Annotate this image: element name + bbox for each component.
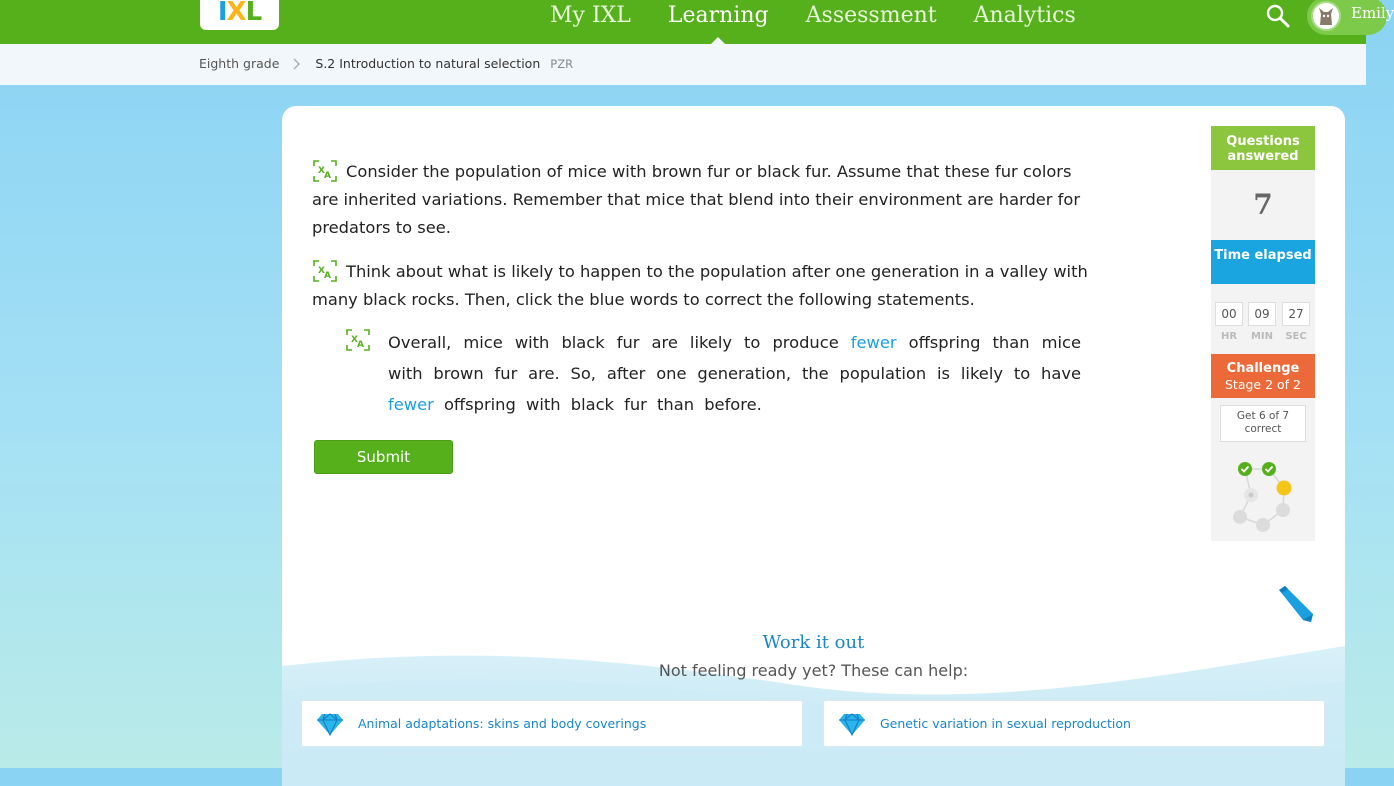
statement-block	[345, 327, 1081, 420]
nav-learning[interactable]: Learning	[668, 0, 769, 44]
challenge-label: Challenge	[1226, 361, 1300, 376]
svg-text:X: X	[351, 335, 358, 345]
user-name: Emily	[1351, 4, 1394, 22]
choice-word-2[interactable]: fewer	[388, 395, 434, 414]
translate-icon[interactable]	[312, 259, 338, 283]
question-text-1: Consider the population of mice with brown fur or black fur. Assume that these fur colors are inherited variations. Remember that mice that blend into their environment are harder for predators to see.	[312, 162, 1081, 237]
top-nav	[0, 0, 1394, 44]
logo-letter-x: X	[226, 0, 246, 27]
ixl-logo[interactable]	[200, 0, 279, 30]
work-it-out-title: Work it out	[762, 632, 865, 653]
avatar	[1311, 1, 1341, 31]
question-text-2: Think about what is likely to happen to the population after one generation in a valley with many black rocks. Then, click the blue words to correct the following statements.	[312, 262, 1088, 309]
question-paragraph-2	[312, 258, 1102, 314]
time-elapsed-label: Time elapsed	[1211, 240, 1315, 284]
challenge-stage: Stage 2 of 2	[1225, 377, 1301, 392]
breadcrumb-bar	[0, 44, 1366, 85]
choice-word-1[interactable]: fewer	[850, 333, 897, 352]
translate-icon[interactable]	[345, 328, 371, 352]
breadcrumb-grade[interactable]: Eighth grade	[199, 56, 280, 71]
svg-text:X: X	[318, 266, 325, 276]
challenge-progress-ring	[1211, 446, 1315, 536]
submit-button[interactable]: Submit	[314, 440, 453, 474]
challenge-header	[1211, 354, 1315, 398]
skill-code: PZR	[550, 56, 574, 71]
timer	[1211, 284, 1315, 354]
breadcrumb-skill: S.2 Introduction to natural selection	[315, 56, 541, 71]
challenge-box	[1211, 398, 1315, 541]
nav-my-ixl[interactable]: My IXL	[550, 3, 631, 28]
help-link-label: Animal adaptations: skins and body coverings	[358, 716, 647, 731]
challenge-goal: Get 6 of 7 correct	[1220, 405, 1306, 442]
logo-letter-l: L	[245, 0, 262, 27]
timer-seconds: 27	[1282, 302, 1310, 326]
timer-hours: 00	[1215, 302, 1243, 326]
logo-letter-i: I	[217, 0, 227, 27]
translate-icon[interactable]	[312, 159, 338, 183]
timer-seconds-unit: SEC	[1285, 331, 1307, 342]
question-paragraph-1	[312, 158, 1102, 242]
help-link-label: Genetic variation in sexual reproduction	[880, 716, 1131, 731]
questions-answered-label: Questions answered	[1211, 126, 1315, 170]
chevron-right-icon	[287, 57, 307, 71]
statement-part-2: offspring than mice with brown fur are. So, after one generation, the population is likely to have	[388, 333, 1081, 383]
user-menu[interactable]	[1307, 0, 1394, 35]
help-link-animal-adaptations[interactable]	[301, 700, 803, 747]
main-nav	[550, 0, 1113, 44]
practice-card	[282, 106, 1345, 786]
search-icon[interactable]	[1265, 3, 1291, 29]
progress-dot-correct	[1262, 462, 1276, 476]
timer-hours-unit: HR	[1220, 331, 1238, 342]
statement-part-1: Overall, mice with black fur are likely to produce	[388, 333, 839, 352]
pencil-icon[interactable]	[1275, 584, 1317, 626]
nav-analytics[interactable]: Analytics	[973, 3, 1076, 28]
questions-answered-count: 7	[1211, 170, 1315, 240]
svg-text:A: A	[357, 340, 364, 350]
progress-dot-pending	[1233, 510, 1247, 524]
statement-text	[388, 327, 1081, 420]
timer-minutes-unit: MIN	[1250, 331, 1274, 342]
cat-avatar-icon	[1315, 5, 1337, 27]
help-link-genetic-variation[interactable]	[823, 700, 1325, 747]
svg-text:A: A	[324, 171, 331, 181]
diamond-icon	[316, 712, 344, 736]
progress-dot-pending	[1276, 503, 1290, 517]
nav-assessment[interactable]: Assessment	[805, 3, 937, 28]
timer-minutes: 09	[1248, 302, 1276, 326]
breadcrumb	[199, 56, 573, 71]
statement-part-3: offspring with black fur than before.	[443, 395, 762, 414]
svg-text:X: X	[318, 166, 325, 176]
progress-dot-pending	[1256, 518, 1270, 532]
svg-text:A: A	[324, 271, 331, 281]
progress-dot-current	[1277, 481, 1292, 496]
progress-dot-correct	[1238, 462, 1252, 476]
diamond-icon	[838, 712, 866, 736]
work-it-out-subtitle: Not feeling ready yet? These can help:	[658, 661, 969, 680]
